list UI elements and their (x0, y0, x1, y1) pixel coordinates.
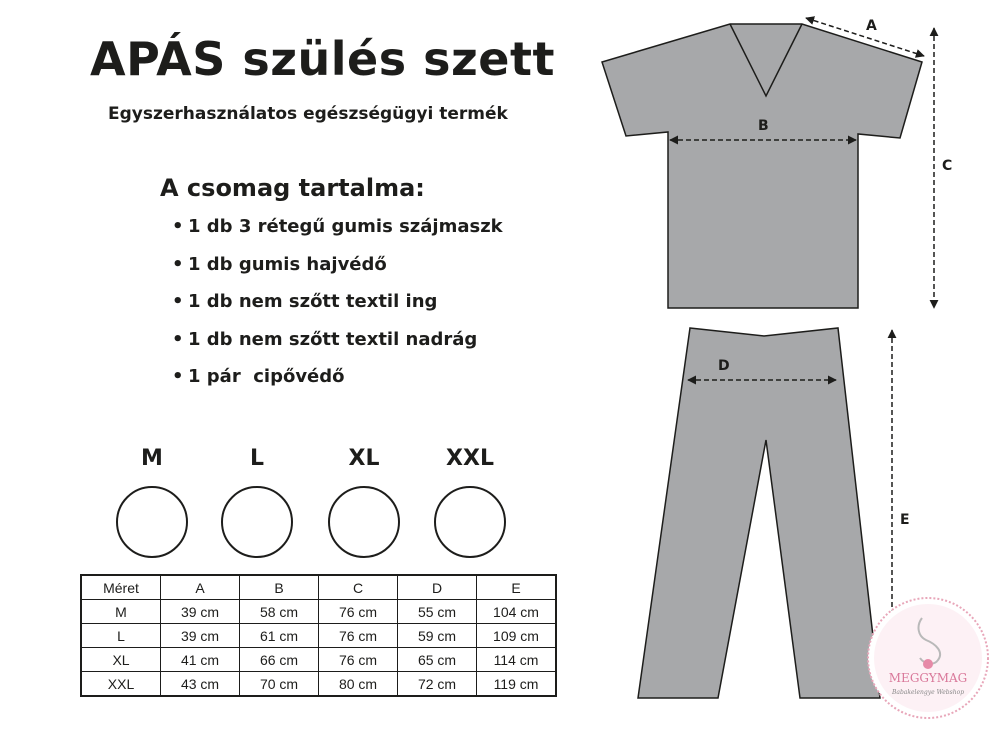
size-checkbox[interactable] (116, 486, 188, 558)
table-row (81, 600, 556, 624)
table-cell: 65 cm (398, 648, 477, 672)
table-cell: 119 cm (477, 672, 557, 697)
logo-name: MEGGYMAG (888, 671, 968, 685)
table-row (81, 624, 556, 648)
size-label: L (249, 446, 265, 471)
bullet-icon: • (172, 253, 184, 275)
page-title: APÁS szülés szett (90, 32, 555, 86)
size-checkbox[interactable] (434, 486, 506, 558)
dimension-a-label: A (866, 18, 877, 34)
shirt-shape (602, 24, 922, 308)
contents-list (172, 214, 503, 402)
page-subtitle: Egyszerhasználatos egészségügyi termék (108, 104, 508, 124)
table-cell: 76 cm (319, 648, 398, 672)
list-item-text: 1 db nem szőtt textil nadrág (188, 328, 478, 350)
list-item-text: 1 pár cipővédő (188, 366, 345, 387)
size-label: M (141, 446, 163, 471)
table-cell: 39 cm (161, 600, 240, 624)
size-label: XXL (446, 446, 494, 471)
bullet-icon: • (172, 216, 184, 237)
table-header-cell: B (240, 575, 319, 600)
table-header-cell: C (319, 575, 398, 600)
size-table (80, 574, 557, 697)
table-cell: 114 cm (477, 648, 557, 672)
table-cell: 76 cm (319, 624, 398, 648)
table-cell: 104 cm (477, 600, 557, 624)
table-header-cell: D (398, 575, 477, 600)
logo-tagline: Babakelengye Webshop (891, 689, 965, 696)
dimension-b-label: B (758, 118, 769, 134)
table-cell: M (81, 600, 161, 624)
list-item-text: 1 db gumis hajvédő (188, 253, 387, 275)
size-checkbox[interactable] (221, 486, 293, 558)
bullet-icon: • (172, 366, 184, 387)
dimension-d-label: D (718, 358, 730, 374)
table-cell: XXL (81, 672, 161, 697)
pants-shape (638, 328, 880, 698)
table-cell: 41 cm (161, 648, 240, 672)
bullet-icon: • (172, 291, 184, 312)
table-cell: 58 cm (240, 600, 319, 624)
list-item (172, 327, 503, 365)
table-header-row (81, 575, 556, 600)
list-item-text: 1 db nem szőtt textil ing (188, 291, 438, 312)
size-option-xxl[interactable] (430, 446, 510, 558)
bullet-icon: • (172, 328, 184, 350)
table-cell: XL (81, 648, 161, 672)
table-cell: 43 cm (161, 672, 240, 697)
list-item (172, 364, 503, 402)
table-cell: 109 cm (477, 624, 557, 648)
table-cell: 39 cm (161, 624, 240, 648)
size-label: XL (348, 446, 380, 471)
table-cell: 70 cm (240, 672, 319, 697)
dimension-c-label: C (942, 158, 953, 174)
size-selector (112, 446, 512, 556)
table-header-cell: A (161, 575, 240, 600)
table-row (81, 672, 556, 697)
list-item (172, 289, 503, 327)
list-item-text: 1 db 3 rétegű gumis szájmaszk (188, 216, 503, 237)
table-header-cell: Méret (81, 575, 161, 600)
table-cell: 61 cm (240, 624, 319, 648)
table-header-cell: E (477, 575, 557, 600)
meggymag-logo (866, 596, 990, 720)
table-cell: 76 cm (319, 600, 398, 624)
table-row (81, 648, 556, 672)
table-cell: 55 cm (398, 600, 477, 624)
dimension-e-label: E (900, 512, 910, 528)
size-option-m[interactable] (112, 446, 192, 558)
table-cell: 59 cm (398, 624, 477, 648)
contents-heading: A csomag tartalma: (160, 174, 425, 202)
size-option-l[interactable] (217, 446, 297, 558)
list-item (172, 252, 503, 290)
list-item (172, 214, 503, 252)
table-cell: L (81, 624, 161, 648)
table-cell: 72 cm (398, 672, 477, 697)
table-cell: 66 cm (240, 648, 319, 672)
size-option-xl[interactable] (324, 446, 404, 558)
size-checkbox[interactable] (328, 486, 400, 558)
table-cell: 80 cm (319, 672, 398, 697)
